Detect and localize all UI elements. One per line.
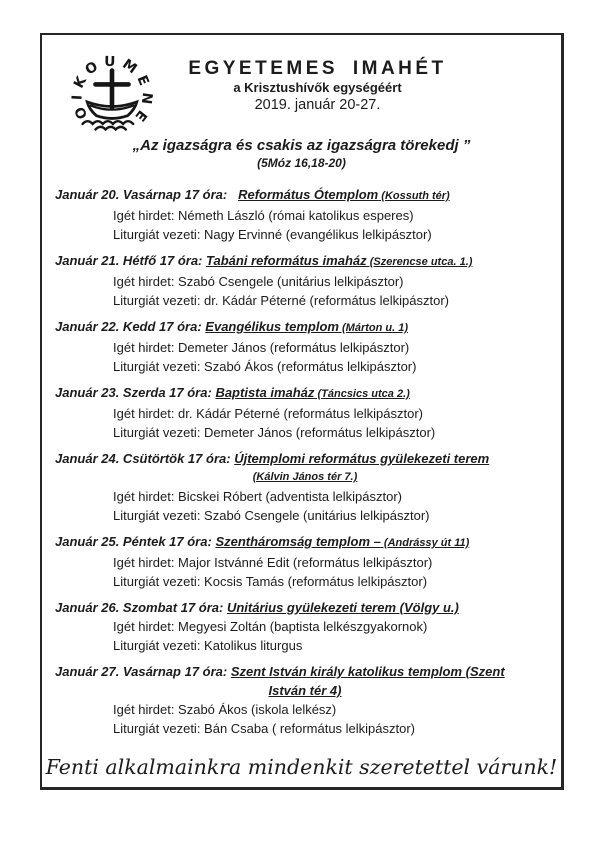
schedule-entry-jan21	[55, 251, 555, 310]
entry-day: Január 27. Vasárnap 17 óra:	[55, 664, 228, 679]
waves-line-2	[95, 127, 125, 130]
entry-venue: Tabáni református imaház (Szerencse utca. 1.)	[206, 253, 473, 268]
entry-day: Január 26. Szombat 17 óra:	[55, 600, 224, 615]
entry-preacher: Igét hirdet: Szabó Ákos (iskola lelkész)	[113, 702, 337, 717]
entry-venue: Református Ótemplom (Kossuth tér)	[238, 187, 450, 202]
entry-header	[55, 185, 555, 206]
entry-venue: Baptista imaház (Táncsics utca 2.)	[215, 385, 410, 400]
waves-line-1	[83, 121, 134, 124]
entry-location: (Márton u. 1)	[338, 322, 409, 334]
schedule-entry-jan25	[55, 532, 555, 591]
closing-line: Fenti alkalmainkra mindenkit szeretettel várunk!	[45, 755, 558, 779]
entry-header	[55, 662, 555, 681]
entry-liturgy: Liturgiát vezeti: Katolikus liturgus	[113, 638, 303, 653]
entry-venue: Szentháromság templom – (Andrássy út 11)	[215, 534, 470, 549]
schedule-entry-jan20	[55, 185, 555, 244]
entry-header	[55, 598, 555, 617]
entry-preacher: Igét hirdet: Szabó Csengele (unitárius lelkipásztor)	[113, 274, 404, 289]
schedule-entry-jan23	[55, 383, 555, 442]
schedule-entry-jan27	[55, 662, 555, 738]
entry-header	[55, 317, 555, 338]
schedule-entry-jan24	[55, 449, 555, 525]
entry-header	[55, 383, 555, 404]
entry-venue: Evangélikus templom (Márton u. 1)	[205, 319, 409, 334]
entry-liturgy: Liturgiát vezeti: Szabó Csengele (unitárius lelkipásztor)	[113, 508, 430, 523]
entry-day: Január 24. Csütörtök 17 óra:	[55, 451, 231, 466]
entry-location: (Táncsics utca 2.)	[314, 388, 410, 400]
page-title: EGYETEMES IMAHÉT	[188, 58, 447, 79]
logo-arc-text: OIKOUMENE	[69, 53, 156, 129]
entry-preacher: Igét hirdet: Demeter János (református lelkipásztor)	[113, 340, 410, 355]
quote-reference: (5Móz 16,18-20)	[257, 156, 346, 170]
entry-preacher: Igét hirdet: Megyesi Zoltán (baptista lelkészgyakornok)	[113, 619, 428, 634]
entry-day: Január 21. Hétfő 17 óra:	[55, 253, 203, 268]
schedule-list	[42, 185, 561, 738]
flyer-border-frame	[40, 33, 564, 790]
entry-liturgy: Liturgiát vezeti: Szabó Ákos (református lelkipásztor)	[113, 359, 417, 374]
boat-cross-logo-icon	[54, 43, 170, 135]
entry-location: (Andrássy út 11)	[380, 537, 470, 549]
entry-venue-line2: (Kálvin János tér 7.)	[252, 471, 358, 483]
schedule-entry-jan26	[55, 598, 555, 655]
entry-preacher: Igét hirdet: Major Istvánné Edit (református lelkipásztor)	[113, 555, 433, 570]
entry-liturgy: Liturgiát vezeti: Bán Csaba ( református lelkipásztor)	[113, 721, 416, 736]
entry-header	[55, 251, 555, 272]
entry-liturgy: Liturgiát vezeti: Nagy Ervinné (evangélikus lelkipásztor)	[113, 227, 432, 242]
entry-venue: Unitárius gyülekezeti terem (Völgy u.)	[226, 600, 459, 615]
entry-location: (Kossuth tér)	[378, 190, 450, 202]
entry-location: (Szerencse utca. 1.)	[366, 256, 473, 268]
entry-header	[55, 449, 555, 468]
schedule-entry-jan22	[55, 317, 555, 376]
entry-preacher: Igét hirdet: Bicskei Róbert (adventista lelkipásztor)	[113, 489, 403, 504]
subtitle: a Krisztushívők egységéért	[233, 80, 402, 95]
entry-liturgy: Liturgiát vezeti: dr. Kádár Péterné (református lelkipásztor)	[113, 293, 449, 308]
entry-venue-line2: István tér 4)	[268, 683, 342, 698]
entry-day: Január 25. Péntek 17 óra:	[55, 534, 212, 549]
entry-venue: Szent István király katolikus templom (Szent	[230, 664, 505, 679]
entry-preacher: Igét hirdet: dr. Kádár Péterné (református lelkipásztor)	[113, 406, 423, 421]
entry-day: Január 22. Kedd 17 óra:	[55, 319, 202, 334]
entry-liturgy: Liturgiát vezeti: Kocsis Tamás (református lelkipásztor)	[113, 574, 428, 589]
entry-day: Január 23. Szerda 17 óra:	[55, 385, 212, 400]
entry-liturgy: Liturgiát vezeti: Demeter János (református lelkipásztor)	[113, 425, 436, 440]
entry-preacher: Igét hirdet: Németh László (római katolikus esperes)	[113, 208, 414, 223]
entry-venue: Újtemplomi református gyülekezeti terem	[234, 451, 490, 466]
quote-block	[42, 136, 561, 171]
oikoumene-logo	[54, 43, 170, 135]
entry-header	[55, 532, 555, 553]
date-range: 2019. január 20-27.	[254, 97, 381, 113]
quote-text: „Az igazságra és csakis az igazságra törekedj ”	[132, 137, 471, 154]
entry-day: Január 20. Vasárnap 17 óra:	[55, 187, 235, 202]
